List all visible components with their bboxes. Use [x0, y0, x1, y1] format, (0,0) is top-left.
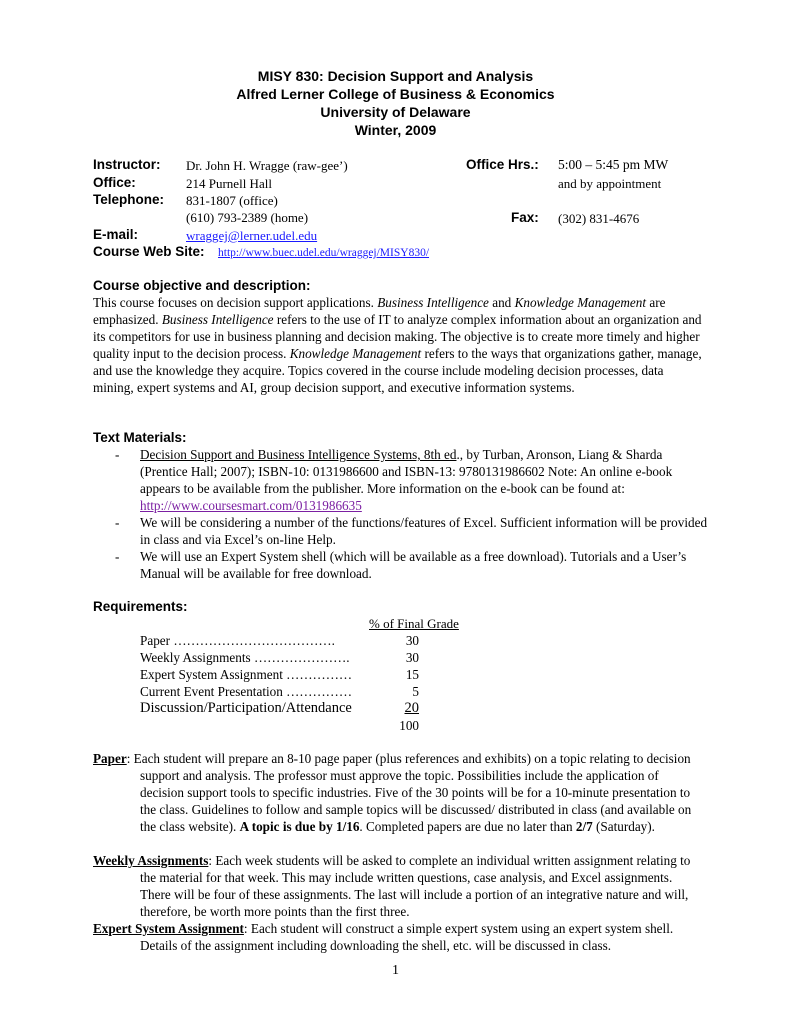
bullet-marker: - [115, 447, 120, 462]
expert-system-description: Expert System Assignment: Each student will construct a simple expert system using an expert system shell. Details of the assignment including downloading the shell, etc. will be discussed in class. [93, 921, 674, 953]
ebook-link[interactable]: http://www.coursesmart.com/0131986635 [140, 498, 362, 513]
website-label: Course Web Site: [93, 244, 205, 259]
bullet-marker: - [115, 515, 120, 530]
grade-total: 100 [399, 718, 419, 733]
phone-home: (610) 793-2389 (home) [186, 210, 309, 225]
email-label: E-mail: [93, 227, 139, 242]
materials-heading: Text Materials: [93, 430, 187, 445]
grade-column-header: % of Final Grade [369, 616, 459, 631]
term: Winter, 2009 [354, 122, 437, 138]
office-hours-label: Office Hrs.: [466, 157, 539, 172]
college-name: Alfred Lerner College of Business & Economics [236, 86, 555, 102]
weekly-assignments-description: Weekly Assignments: Each week students will be asked to complete an individual written assignment relating to the material for that week. This may include written questions, case analysis, and Excel assignments. There will be four of these assignments. The last will include a portion of an integrative nature and will, therefore, be worth more points than the first three. [93, 853, 691, 919]
grade-row: Weekly Assignments …………………. 30 [140, 650, 419, 665]
objective-paragraph: This course focuses on decision support applications. Business Intelligence and Knowledge Management are emphasized. Business Intelligence refers to the use of IT to analyze complex information about an organization and its competitors for use in business planning and decision making. The objective is to create more timely and higher quality input to the decision process. Knowledge Management refers to the ways that organizations gather, manage, and use the knowledge they acquire. Topics covered in the course include modeling decision processes, data mining, expert systems and AI, group decision support, and executive information systems. [93, 295, 702, 395]
materials-item-textbook: Decision Support and Business Intelligence Systems, 8th ed., by Turban, Aronson, Liang & Sharda (Prentice Hall; 2007); ISBN-10: 0131986600 and ISBN-13: 9780131986602 Note: An online e-book appears to be available from the publisher. More information on the e-book can be found at: http://www.coursesmart.com/0131986635 [140, 447, 673, 513]
grade-row: Discussion/Participation/Attendance 20 [140, 700, 419, 716]
bullet-marker: - [115, 549, 120, 564]
office-location: 214 Purnell Hall [186, 176, 272, 191]
university-name: University of Delaware [320, 104, 471, 120]
paper-description: Paper: Each student will prepare an 8-10 page paper (plus references and exhibits) on a topic relating to decision support and analysis. The professor must approve the topic. Possibilities include the application of decision support tools to specific industries. Five of the 30 points will be for a 10-minute presentation to the class. Guidelines to follow and sample topics will be discussed/ distributed in class (and available on the class website). A topic is due by 1/16. Completed papers are due no later than 2/7 (Saturday). [93, 751, 692, 834]
instructor-name: Dr. John H. Wragge (raw-gee’) [186, 158, 348, 173]
grade-row: Paper ………………………………. 30 [140, 633, 419, 648]
course-title: MISY 830: Decision Support and Analysis [257, 68, 534, 84]
office-hours: 5:00 – 5:45 pm MW [558, 157, 669, 172]
email-link[interactable]: wraggej@lerner.udel.edu [186, 228, 318, 243]
grade-total-row [140, 717, 425, 734]
grade-row: Expert System Assignment …………… 15 [140, 667, 419, 682]
phone-office: 831-1807 (office) [186, 193, 278, 208]
materials-item-expert-system: We will use an Expert System shell (which will be available as a free download). Tutorials and a User’s Manual will be available for free download. [140, 549, 687, 581]
page-number: 1 [392, 963, 399, 978]
objective-heading: Course objective and description: [93, 278, 311, 293]
instructor-label: Instructor: [93, 157, 161, 172]
requirements-heading: Requirements: [93, 599, 188, 614]
fax-number: (302) 831-4676 [558, 211, 640, 226]
telephone-label: Telephone: [93, 192, 165, 207]
fax-label: Fax: [511, 210, 539, 225]
office-label: Office: [93, 175, 136, 190]
materials-item-excel: We will be considering a number of the functions/features of Excel. Sufficient information will be provided in class and via Excel’s on-line Help. [140, 515, 708, 547]
office-hours-extra: and by appointment [558, 176, 662, 191]
website-link[interactable]: http://www.buec.udel.edu/wraggej/MISY830/ [218, 247, 430, 259]
grade-row: Current Event Presentation …………… 5 [140, 684, 419, 699]
